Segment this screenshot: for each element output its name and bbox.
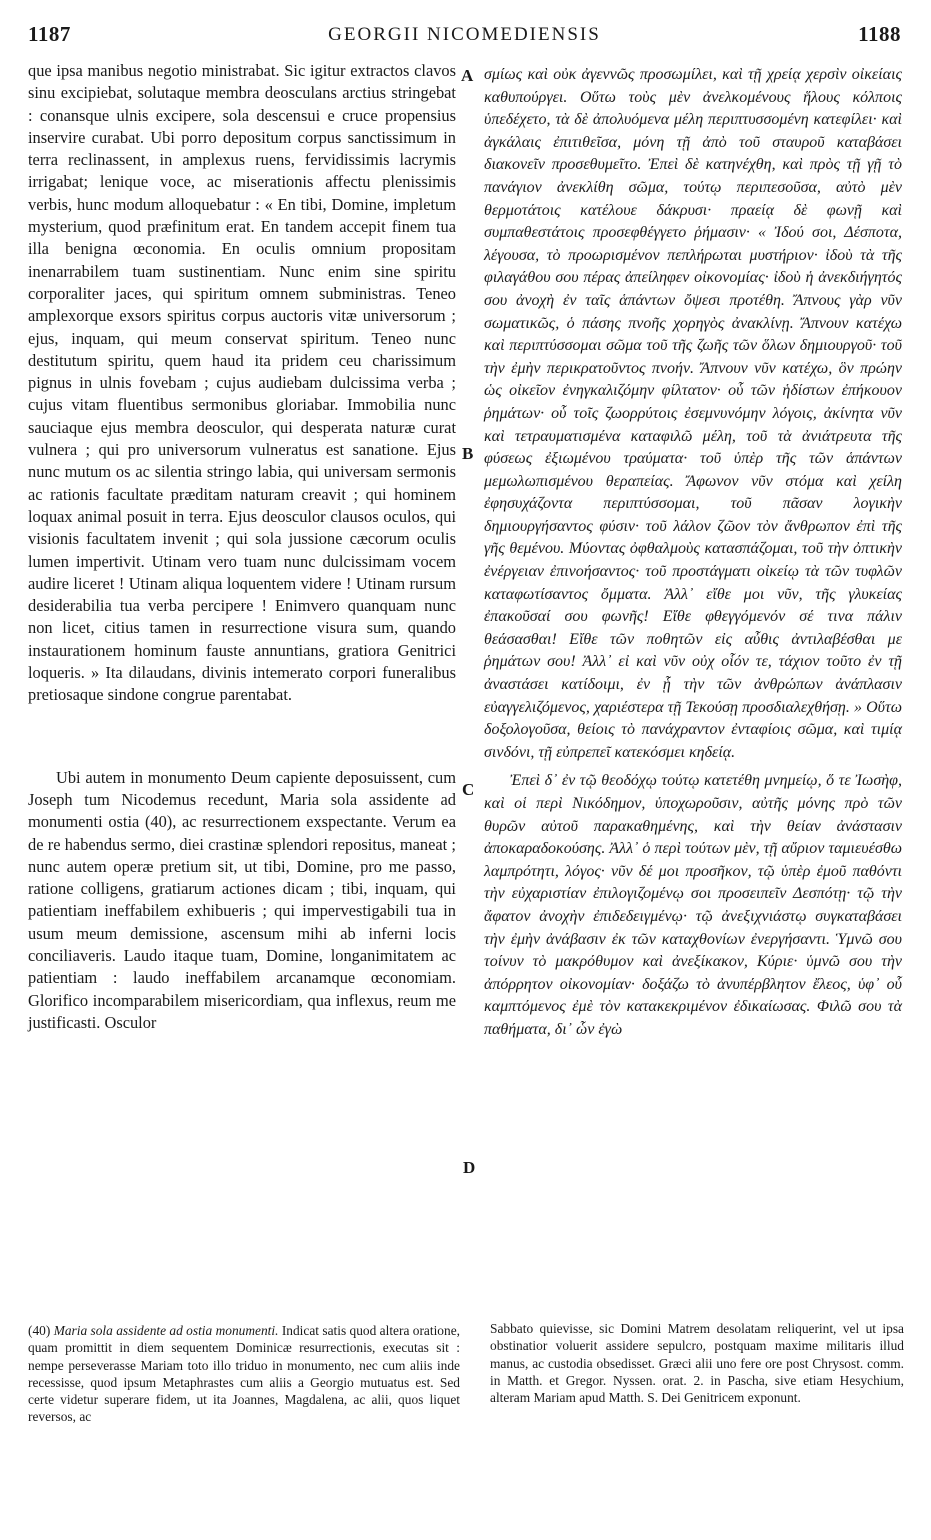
left-page-number: 1187 <box>28 22 71 46</box>
margin-marker-d: D <box>463 1158 476 1177</box>
margin-marker-b: B <box>462 444 474 463</box>
footnote-right-text: Sabbato quievisse, sic Domini Matrem desolatam reliquerint, vel ut ipsa obstinatior voluerit assidere sepulcro, postquam maxime militaris illud manus, ac custodia obsedisset. Græci alii uno fere ore post Chrysost. comm. in Matth. et Gregor. Nyssen. orat. 2. in Pascha, sive etiam Hesychium, alteram Mariam apud Matth. S. Dei Genitricem exponunt. <box>490 1321 904 1406</box>
right-page-number: 1188 <box>858 22 901 46</box>
footnote-title: Maria sola assidente ad ostia monumenti. <box>53 1323 279 1338</box>
footnote-left-text: Indicat satis quod altera oratione, quam promittit in diem sequentem Dominicæ resurrectionis, executas sit : nempe perseverasse Mariam toto illo triduo in monumento, nec cum aliis inde recessisse, quod ipsum Metaphrastes cum aliis a Georgio mutuatus est. Sed certe videtur superare fidem, ut ita Joannes, Magdalena, ac alii, quos liquet reversos, ac <box>28 1323 460 1425</box>
latin-paragraph-2: Ubi autem in monumento Deum capiente deposuissent, cum Joseph tum Nicodemus recedunt, Maria sola assidente ad monumenti ostia (40), ac resurrectionem exspectante. Verum ea de re habendus sermo, diei crastinæ splendori repositus, maneat ; nunc autem operæ pretium sit, ut tibi, Domine, pro me passo, ratione colligens, gratiarum actiones dicam ; tibi, inquam, qui patientiam ineffabilem exhibueris ; qui impervestigabili tua in usum meum demissione, ascensum mihi ab inferni locis conciliaveris. Laudo itaque tuam, Domine, longanimitatem ac patientiam : laudo ineffabilem arcanamque œconomiam. Glorifico incomparabilem misericordiam, qua inflexus, reum me justificasti. Osculor <box>28 767 456 1032</box>
latin-column <box>28 60 456 1034</box>
greek-paragraph-1: σμίως καὶ οὐκ ἀγεννῶς προσωμίλει, καὶ τῇ χρείᾳ χερσὶν οἰκείαις καθυπούργει. Οὕτω τοὺς μὲν ἀνελκομένους ἥλους κόλποις ὑπεδέχετο, τὰ δὲ ἀπολυόμενα μέλη περιπτυσσομένη κατεφίλει· καὶ ἀγκάλαις ἐπιτιθεῖσα, μόνη τῇ ἀπὸ τοῦ σταυροῦ καταβάσει διακονεῖν προσεθυμεῖτο. Ἐπεὶ δὲ κατηνέχθη, καὶ πρὸς τῇ γῇ τὸ πανάγιον ἀνεκλίθη σῶμα, τούτῳ περιπεσοῦσα, αὐτὸ μὲν θερμοτάτοις κατέλουε δάκρυσι· πραείᾳ δὲ φωνῇ καὶ συμπαθεστάτοις προσεφθέγγετο ῥήμασιν· « Ἰδού σοι, Δέσποτα, λέγουσα, τὸ προωρισμένον πεπλήρωται μυστήριον· ἰδοὺ τὰ τῆς φιλαγάθου σου πέρας ἀπείληφεν οἰκονομίας· ἰδοὺ ἡ ἀνεκδιήγητός σου ἀνοχὴ ἐν ταῖς ἁπάντων ὄψεσι προτέθη. Ἄπνους γὰρ νῦν σωματικῶς, ὁ πάσης πνοῆς χορηγὸς ἀνακλίνῃ. Ἄπνουν κατέχω καὶ περιπτύσσομαι σῶμα τοῦ τῆς ζωῆς τῶν ὅλων δημιουργοῦ· τοῦ τὴν ἐμὴν περικρατοῦντος πνοήν. Ἄπνουν νῦν κατέχω, ὃν πρώην ὡς οἰκεῖον ἐνηγκαλιζόμην φίλτατον· οὗ τῶν ἡδίστων ἐπήκουον ῥημάτων· οὗ τοῖς ζωορρύτοις ἐσεμνυνόμην λόγοις, ἀκίνητα νῦν καὶ τετραυματισμένα καταφιλῶ μέλη, τοῦ τὰ ἀνιάτρευτα τῆς φύσεως ἐξιωμένου τραύματα· τοῦ ὑπὲρ τῆς τῶν ἁπάντων μεμωλωπισμένου θεραπείας. Ἄφωνον νῦν στόμα καὶ χείλη ἐφησυχάζοντα περιπτύσσομαι, τοῦ πᾶσαν λογικὴν δημιουργήσαντος φύσιν· τοῦ λάλον ζῶον τὸν ἄνθρωπον ἐπὶ τῆς γῆς θεμένου. Μύοντας ὀφθαλμοὺς κατασπάζομαι, τοῦ τὴν ὀπτικὴν ἐνέργειαν ἐπινοήσαντος· τοῦ προστάγματι οἰκείῳ τὰ τῶν τυφλῶν καταφωτίσαντος ὄμματα. Ἀλλ᾽ εἴθε μοι νῦν, τῆς γλυκείας ἐπακοῦσαί σου φωνῆς! Εἴθε φθεγγόμενόν σέ τινα πάλιν θεάσασθαι! Εἴθε τῶν ποθητῶν εἰς αὖθις ἀντιλαβέσθαι με ῥημάτων σου! Ἀλλ᾽ εἰ καὶ νῦν οὐχ οἷόν τε, τάχιον τοῦτο ἐν τῇ ἀναστάσει κατίδοιμι, ἐν ᾗ τὴν τῶν ἀνθρώπων ἀνάπλασιν εὐαγγελιζόμενος, χαριέστερα τῇ Τεκούσῃ προσδιαλεχθήσῃ. » Οὕτω δοξολογοῦσα, θείοις τὸ πανάχραντον ἐνταφίοις σῶμα, καὶ τιμίᾳ σινδόνι, τῇ εὐπρεπεῖ κατεκόσμει κηδείᾳ. <box>484 66 902 761</box>
latin-paragraph-1: que ipsa manibus negotio ministrabat. Sic igitur extractos clavos sinu excipiebat, solutaque membra deosculans arctius stringebat : conansque ulnis excipere, sola descensui e cruce propensius inservire curabat. Ubi porro depositum corpus sanctissimum in terra reclinassent, in amplexus ruens, fervidissimis lacrymis irrigabat; lenique voce, ac miserationis affectu plenissimis verbis, hunc modum alloquebatur : « En tibi, Domine, impletum mysterium, quod præfinitum erat. En tandem accepit finem tua illa benigna œconomia. En oculis omnium propositam inenarrabilem tuam sustinentiam. Nunc enim sine spiritu corporaliter jaces, qui spiritum omnem subministras. Teneo amplexorque exsors spiritus corpus auctoris vitæ universorum ; ejus, inquam, qui meum conservat spiritum. Teneo nunc destitutum spiritu, quem haud ita pridem ceu charissimum pignus in ulnis fovebam ; cujus audiebam dulcissima verba ; cujus vitam fluentibus sermonibus gloriabar. Immobilia nunc sauciaque ejus membra deosculor, qui desperata naturæ curat vulnera ; qui pro universorum vulneratus est sanatione. Ejus nunc mutum os ac silentia stringo labia, qui universam sermonis ac rationis facultate præditam naturam creavit ; qui hominem loquax animal posuit in terra. Ejus deosculor clausos oculos, qui visionis facultatem invenit ; qui sola jussione cæcorum oculis lumen impertivit. Utinam vero tuam nunc dulcissimam vocem audire liceret ! Utinam aliqua loquentem videre ! Utinam rursum desiderabilia tua verba percipere ! Enimvero quanquam nunc non licet, citius tamen in resurrectione visura sum, quando instaurationem hominum fauste annuntians, gratiora Genitrici loqueris. » Ita dilaudans, divinis intemerato corpori funeralibus pretiosaque sindone congrue parentabat. <box>28 61 456 705</box>
footnote-left <box>28 1322 460 1426</box>
footnote-right <box>490 1320 904 1406</box>
margin-marker-c: C <box>462 780 475 799</box>
footnote-number: (40) <box>28 1323 51 1338</box>
page-header <box>28 22 901 52</box>
running-title: GEORGII NICOMEDIENSIS <box>328 24 601 45</box>
greek-column <box>484 64 902 1042</box>
margin-marker-a: A <box>461 66 474 85</box>
greek-paragraph-2: Ἐπεὶ δ᾽ ἐν τῷ θεοδόχῳ τούτῳ κατετέθη μνημείῳ, ὅ τε Ἰωσὴφ, καὶ οἱ περὶ Νικόδημον, ὑποχωροῦσιν, αὐτῆς μόνης πρὸ τῶν θυρῶν αὐτοῦ παρακαθημένης, καὶ τὴν θείαν ἀνάστασιν ἀποκαραδοκούσης. Ἀλλ᾽ ὁ περὶ τούτων μὲν, τῇ αὔριον ταμιευέσθω λαμπρότητι, λόγος· νῦν δέ μοι προσῆκον, τῷ ὑπὲρ ἐμοῦ παθόντι τὴν εὐχαριστίαν ἐπιλογιζομένῳ σοι προσειπεῖν Δεσπότῃ· τῷ τὴν ἄφατον ἀνοχὴν ἐπιδεδειγμένῳ· τῷ ἀνεξιχνιάστῳ συγκαταβάσει τὴν ἐμὴν ἀνάβασιν ἐκ τῶν καταχθονίων ἐνεργήσαντι. Ὑμνῶ σου τοίνυν τὸ μακρόθυμον καὶ ἀνεξίκακον, Κύριε· ὑμνῶ σου τὴν ἀπόρρητον οἰκονομίαν· δοξάζω τὸ ἀνυπέρβλητον ἔλεος, ὑφ᾽ οὗ καμπτόμενος ἐμὲ τὸν κατακεκριμένον ἐδικαίωσας. Φιλῶ σου τὰ παθήματα, δι᾽ ὧν ἐγὼ <box>484 772 902 1038</box>
